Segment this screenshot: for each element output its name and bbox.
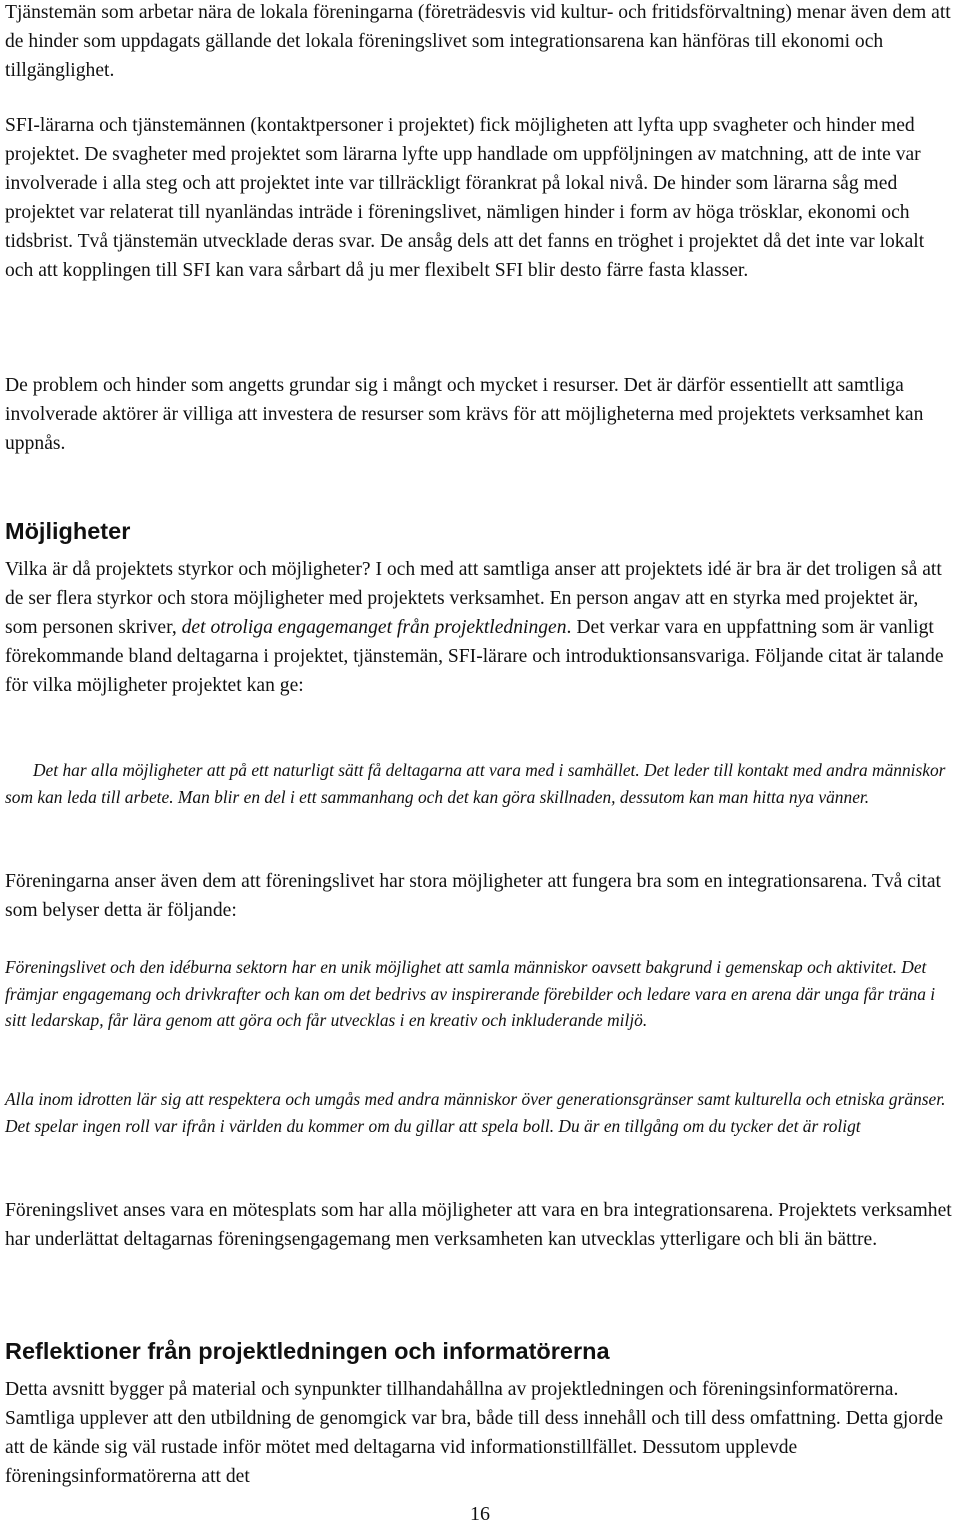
quote-possibilities (5, 757, 960, 810)
paragraph-meeting-place: Föreningslivet anses vara en mötesplats som har alla möjligheter att vara en bra integrationsarena. Projektets verksamhet har underlättat deltagarnas föreningsengagemang men verksamheten kan utvecklas ytterligare och bli än bättre. (5, 1200, 952, 1250)
heading-mojligheter: Möjligheter (5, 518, 131, 544)
paragraph-strengths-b: . Det verkar vara en uppfattning som är vanligt förekommande bland deltagarna i projektet, tjänstemän, SFI-lärare och introduktionsansvariga. Följande citat är talande för vilka möjligheter projektet kan ge: (5, 617, 944, 696)
paragraph-associations: Föreningarna anser även dem att föreningslivet har stora möjligheter att fungera bra som en integrationsarena. Två citat som belyser detta är följande: (5, 871, 941, 921)
paragraph-strengths (5, 555, 955, 700)
paragraph-resources: De problem och hinder som angetts grundar sig i mångt och mycket i resurser. Det är därför essentiellt att samtliga involverade aktörer är villiga att investera de resurser som krävs för att möjligheterna med projektets verksamhet kan uppnås. (5, 375, 924, 454)
heading-reflektioner: Reflektioner från projektledningen och informatörerna (5, 1338, 610, 1364)
paragraph-strengths-a: Vilka är då projektets styrkor och möjligheter? I och med att samtliga anser att projektets idé är bra är det troligen så att de ser flera styrkor och stora möjligheter med projektets verksamhet. En person angav att en styrka med projektet är, som personen skriver, (5, 559, 942, 638)
page-number: 16 (470, 1503, 490, 1525)
quote-sports: Alla inom idrotten lär sig att respektera och umgås med andra människor över generationsgränser samt kulturella och etniska gränser. Det spelar ingen roll var ifrån i världen du kommer om du gillar att spela boll. Du är en tillgång om du tycker det är roligt (5, 1089, 946, 1136)
paragraph-intro: Tjänstemän som arbetar nära de lokala föreningarna (företrädesvis vid kultur- och fritidsförvaltning) menar även dem att de hinder som uppdagats gällande det lokala föreningslivet som integrationsarena kan hänföras till ekonomi och tillgänglighet. (5, 2, 951, 81)
paragraph-strengths-italic: det otroliga engagemanget från projektledningen (181, 617, 567, 638)
paragraph-reflections: Detta avsnitt bygger på material och synpunkter tillhandahållna av projektledningen och föreningsinformatörerna. Samtliga upplever att den utbildning de genomgick var bra, både till dess innehåll och till dess omfattning. Detta gjorde att de kände sig väl rustade inför mötet med deltagarna vid informationstillfället. Dessutom upplevde föreningsinformatörerna att det (5, 1379, 944, 1487)
paragraph-sfi-teachers: SFI-lärarna och tjänstemännen (kontaktpersoner i projektet) fick möjligheten att lyfta upp svagheter och hinder med projektet. De svagheter med projektet som lärarna lyfte upp handlade om uppföljningen av matchning, att de inte var involverade i alla steg och att projektet inte var tillräckligt förankrat på lokal nivå. De hinder som lärarna såg med projektet var relaterat till nyanländas inträde i föreningslivet, nämligen hinder i form av höga trösklar, ekonomi och tidsbrist. Två tjänstemän utvecklade deras svar. De ansåg dels att det fanns en tröghet i projektet då det inte var lokalt och att kopplingen till SFI kan vara sårbart då ju mer flexibelt SFI blir desto färre fasta klasser. (5, 115, 925, 281)
quote-associations: Föreningslivet och den idéburna sektorn har en unik möjlighet att samla människor oavsett bakgrund i gemenskap och aktivitet. Det främjar engagemang och drivkrafter och kan om det bedrivs av inspirerande förebilder och ledare vara en arena där unga får träna i sitt ledarskap, får lära genom att göra och får utvecklas i en kreativ och inkluderande miljö. (5, 957, 936, 1030)
quote-possibilities-text: Det har alla möjligheter att på ett naturligt sätt få deltagarna att vara med i samhället. Det leder till kontakt med andra människor som kan leda till arbete. Man blir en del i ett sammanhang och det kan göra skillnaden, dessutom kan man hitta nya vänner. (5, 760, 946, 807)
